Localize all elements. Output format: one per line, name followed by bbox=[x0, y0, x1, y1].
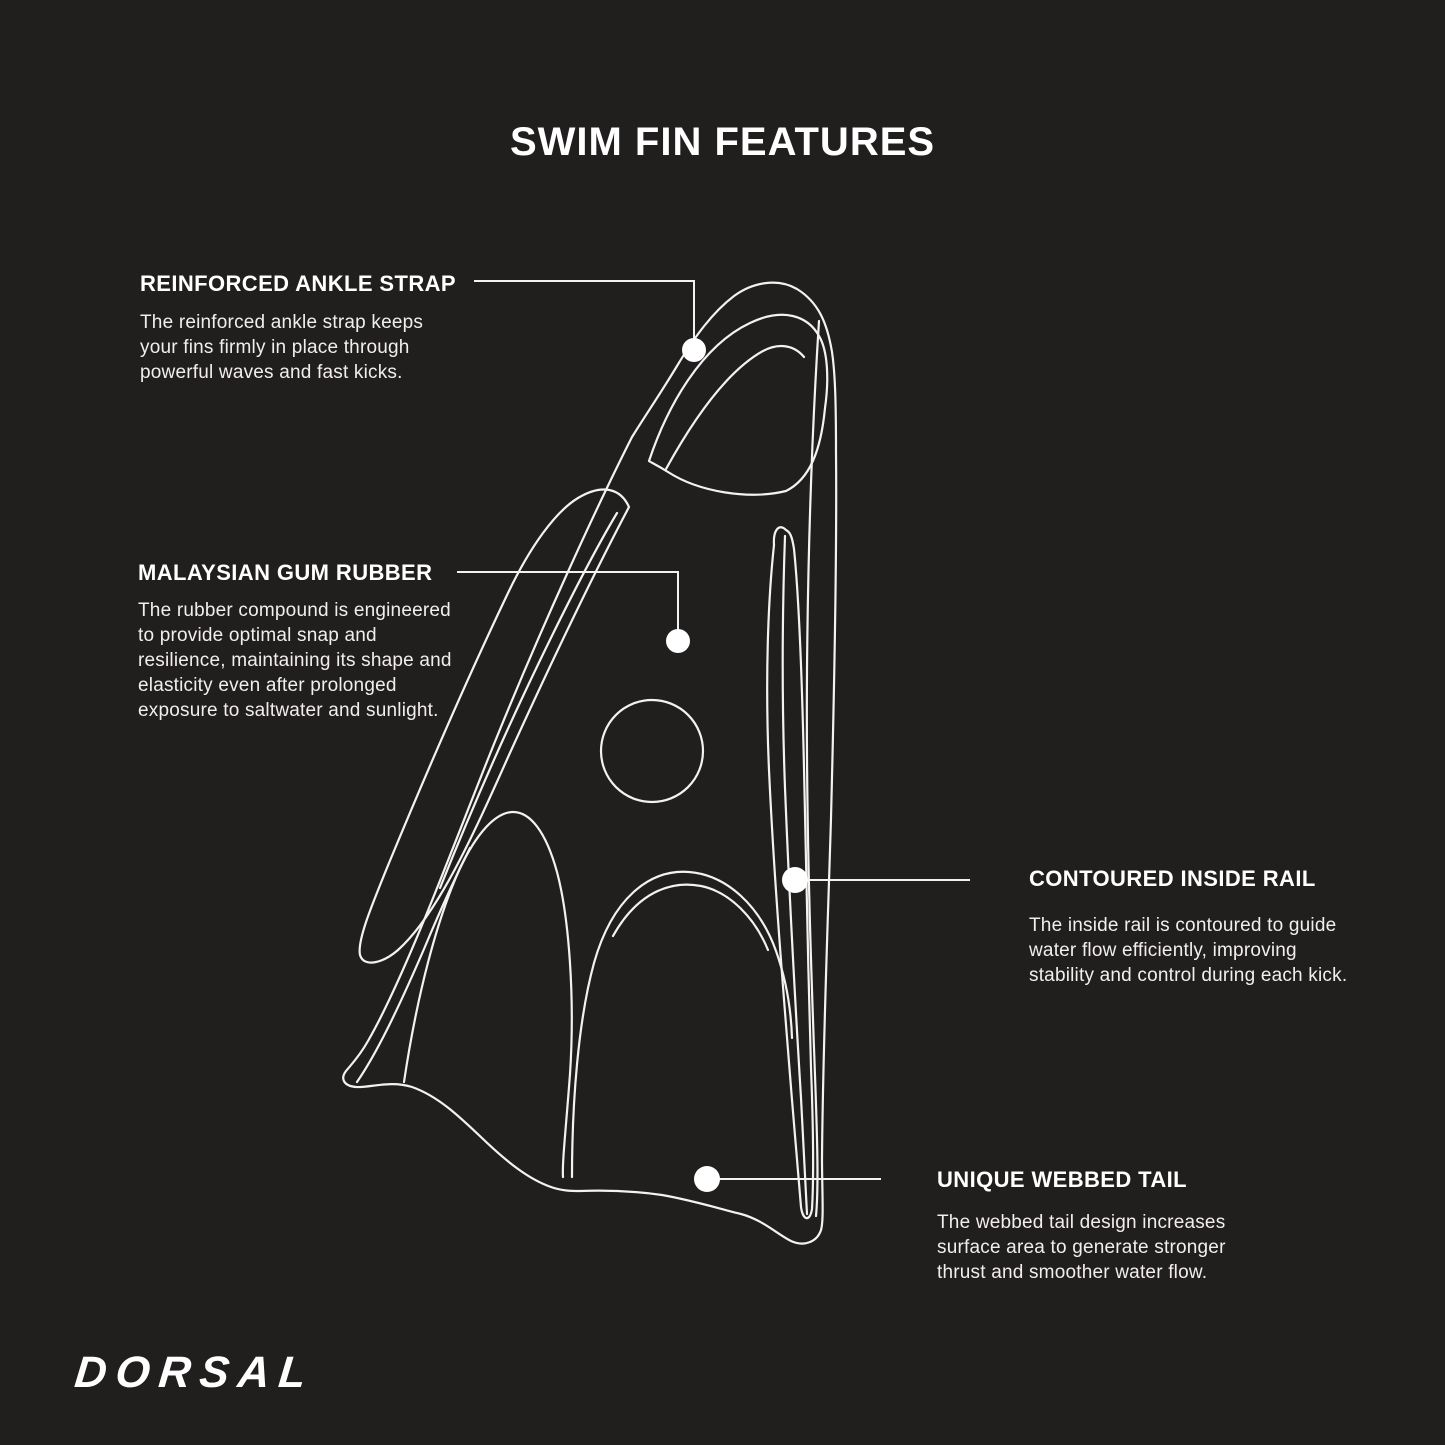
left-rail-inner-line bbox=[440, 513, 617, 888]
inside-rail-marker-dot bbox=[782, 867, 808, 893]
gum-rubber-marker-dot bbox=[666, 629, 690, 653]
ankle-strap-marker-dot bbox=[682, 338, 706, 362]
callout-body-line: The inside rail is contoured to guide bbox=[1029, 915, 1337, 936]
callout-heading-ankle-strap: REINFORCED ANKLE STRAP bbox=[140, 271, 456, 296]
callout-body-line: powerful waves and fast kicks. bbox=[140, 362, 403, 383]
callout-body-line: thrust and smoother water flow. bbox=[937, 1262, 1208, 1283]
callout-body-line: The rubber compound is engineered bbox=[138, 600, 451, 621]
callout-body-line: stability and control during each kick. bbox=[1029, 965, 1348, 986]
callout-body-line: The reinforced ankle strap keeps bbox=[140, 312, 424, 333]
webbed-tail-marker-dot bbox=[694, 1166, 720, 1192]
heel-rim-arc bbox=[666, 346, 804, 469]
brand-logo-dorsal: DORSAL bbox=[72, 1348, 318, 1397]
callout-heading-gum-rubber: MALAYSIAN GUM RUBBER bbox=[138, 560, 433, 585]
callout-heading-inside-rail: CONTOURED INSIDE RAIL bbox=[1029, 866, 1316, 891]
right-toe-arch bbox=[572, 872, 792, 1177]
leader-line-gum-rubber bbox=[457, 572, 678, 630]
right-toe-arch-inner bbox=[613, 885, 768, 950]
callout-heading-webbed-tail: UNIQUE WEBBED TAIL bbox=[937, 1167, 1188, 1192]
callout-body-line: to provide optimal snap and bbox=[138, 625, 377, 646]
leader-line-ankle-strap bbox=[474, 281, 694, 339]
callout-body-line: elasticity even after prolonged bbox=[138, 675, 397, 696]
leader-lines-group bbox=[457, 281, 970, 1179]
drain-hole-circle bbox=[601, 700, 703, 802]
fin-outer-outline bbox=[343, 283, 836, 1244]
callout-body-webbed-tail bbox=[937, 1210, 1226, 1285]
callout-body-gum-rubber bbox=[138, 598, 452, 723]
callout-body-line: surface area to generate stronger bbox=[937, 1237, 1226, 1258]
fin-outline-group bbox=[343, 283, 836, 1244]
callout-body-line: water flow efficiently, improving bbox=[1029, 940, 1297, 961]
callout-body-inside-rail bbox=[1029, 913, 1347, 988]
marker-dots-group bbox=[666, 338, 808, 1192]
foot-opening-oval bbox=[649, 315, 827, 495]
left-toe-arch bbox=[404, 812, 572, 1177]
callout-body-line: resilience, maintaining its shape and bbox=[138, 650, 452, 671]
callout-body-line: exposure to saltwater and sunlight. bbox=[138, 700, 439, 721]
callout-body-ankle-strap bbox=[140, 310, 423, 385]
right-contour-line bbox=[807, 321, 819, 1216]
callout-body-line: your fins firmly in place through bbox=[140, 337, 410, 358]
page-title: SWIM FIN FEATURES bbox=[509, 120, 936, 164]
callout-body-line: The webbed tail design increases bbox=[937, 1212, 1226, 1233]
